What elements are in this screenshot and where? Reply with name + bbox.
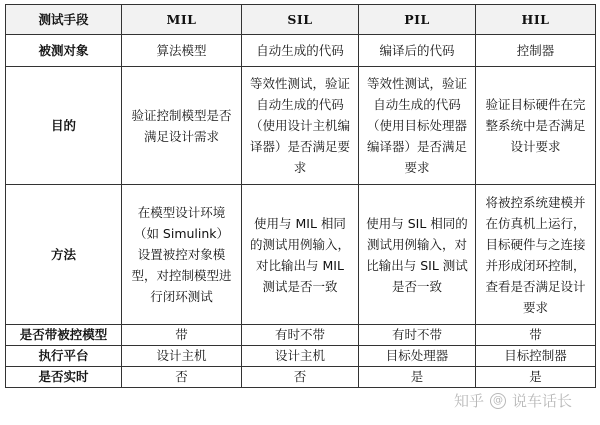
cell-sil: 否 <box>242 367 359 388</box>
cell-hil: 验证目标硬件在完整系统中是否满足设计要求 <box>476 67 596 185</box>
row-test-object <box>6 35 596 67</box>
cell-mil: 设计主机 <box>122 346 242 367</box>
row-purpose <box>6 67 596 185</box>
row-label: 执行平台 <box>6 346 122 367</box>
row-label: 是否带被控模型 <box>6 325 122 346</box>
row-plant-model <box>6 325 596 346</box>
row-label: 被测对象 <box>6 35 122 67</box>
header-mil: MIL <box>122 5 242 35</box>
row-realtime <box>6 367 596 388</box>
cell-pil: 是 <box>359 367 476 388</box>
cell-pil: 等效性测试，验证自动生成的代码（使用目标处理器编译器）是否满足要求 <box>359 67 476 185</box>
cell-mil: 否 <box>122 367 242 388</box>
header-test-method: 测试手段 <box>6 5 122 35</box>
cell-sil: 自动生成的代码 <box>242 35 359 67</box>
cell-hil: 控制器 <box>476 35 596 67</box>
row-label: 方法 <box>6 185 122 325</box>
cell-pil: 有时不带 <box>359 325 476 346</box>
cell-sil: 使用与 MIL 相同的测试用例输入，对比输出与 MIL 测试是否一致 <box>242 185 359 325</box>
zhihu-watermark <box>454 390 572 411</box>
header-pil: PIL <box>359 5 476 35</box>
cell-hil: 是 <box>476 367 596 388</box>
cell-pil: 目标处理器 <box>359 346 476 367</box>
cell-sil: 设计主机 <box>242 346 359 367</box>
cell-hil: 带 <box>476 325 596 346</box>
cell-sil: 等效性测试，验证自动生成的代码（使用设计主机编译器）是否满足要求 <box>242 67 359 185</box>
cell-pil: 使用与 SIL 相同的测试用例输入，对比输出与 SIL 测试是否一致 <box>359 185 476 325</box>
cell-sil: 有时不带 <box>242 325 359 346</box>
cell-mil: 带 <box>122 325 242 346</box>
header-sil: SIL <box>242 5 359 35</box>
cell-hil: 将被控系统建模并在仿真机上运行，目标硬件与之连接并形成闭环控制，查看是否满足设计要求 <box>476 185 596 325</box>
row-label: 目的 <box>6 67 122 185</box>
cell-mil: 算法模型 <box>122 35 242 67</box>
row-method <box>6 185 596 325</box>
row-execution-platform <box>6 346 596 367</box>
header-row <box>6 5 596 35</box>
watermark-prefix: 知乎 <box>453 392 484 410</box>
cell-pil: 编译后的代码 <box>359 35 476 67</box>
cell-mil: 在模型设计环境（如 Simulink）设置被控对象模型，对控制模型进行闭环测试 <box>122 185 242 325</box>
header-hil: HIL <box>476 5 596 35</box>
row-label: 是否实时 <box>6 367 122 388</box>
cell-mil: 验证控制模型是否满足设计需求 <box>122 67 242 185</box>
watermark-author: 说车话长 <box>511 392 572 410</box>
at-icon: @ <box>490 393 506 409</box>
cell-hil: 目标控制器 <box>476 346 596 367</box>
comparison-table <box>5 4 596 388</box>
